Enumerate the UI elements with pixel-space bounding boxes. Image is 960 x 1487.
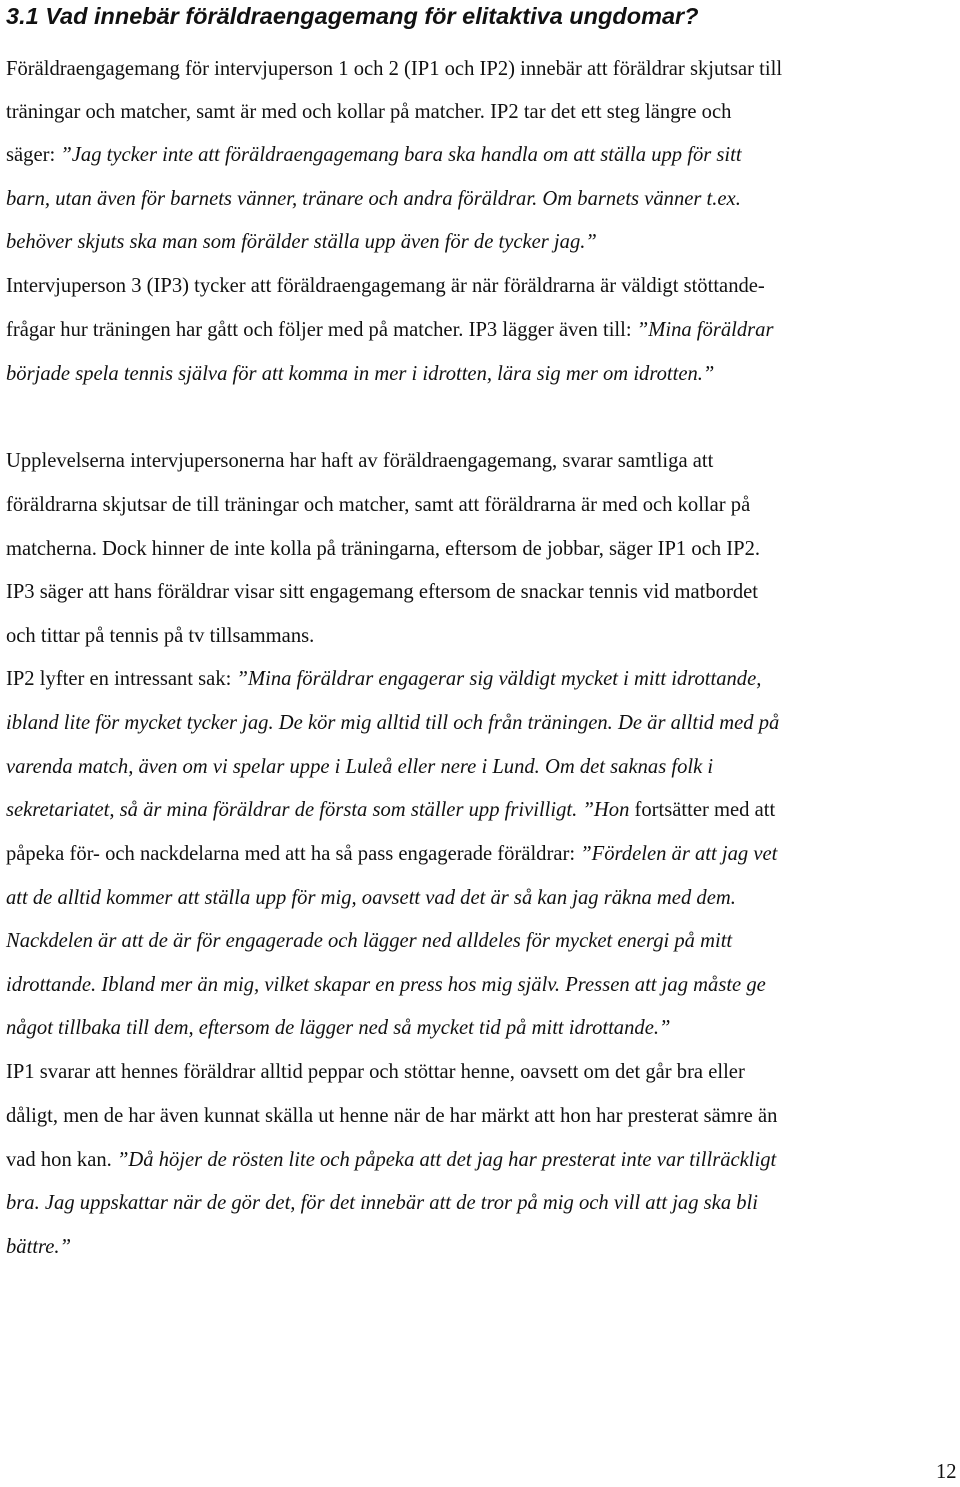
paragraph-line: IP1 svarar att hennes föräldrar alltid peppar och stöttar henne, oavsett om det går bra eller [6,1061,745,1083]
quote-line [6,360,714,388]
paragraph-line [6,840,777,868]
quote-line [6,709,779,737]
quote-text: bra. Jag uppskattar när de gör det, för det innebär att de tror på mig och vill att jag ska bli [6,1192,759,1214]
paragraph-line: matcherna. Dock hinner de inte kolla på träningarna, eftersom de jobbar, säger IP1 och IP2. [6,538,761,560]
quote-line [6,1014,670,1042]
paragraph-line: Upplevelserna intervjupersonerna har haft av föräldraengagemang, svarar samtliga att [6,450,714,472]
quote-text: bättre.” [6,1236,72,1258]
paragraph-line [6,796,775,824]
text-run: fortsätter med att [629,799,776,821]
quote-text: att de alltid kommer att ställa upp för mig, oavsett vad det är så kan jag räkna med dem. [6,887,736,909]
quote-text: ”Fördelen är att jag vet [580,843,778,865]
quote-line [6,971,766,999]
paragraph-line [6,665,761,693]
quote-line [6,1233,71,1261]
text-run: frågar hur träningen har gått och följer med på matcher. IP3 lägger även till: [6,319,637,341]
quote-text: något tillbaka till dem, eftersom de lägger ned så mycket tid på mitt idrottande.” [6,1017,671,1039]
quote-line [6,884,736,912]
quote-text: började spela tennis själva för att komma in mer i idrotten, lära sig mer om idrotten.” [6,363,715,385]
quote-text: sekretariatet, så är mina föräldrar de första som ställer upp frivilligt. ”Hon [6,799,630,821]
quote-text: behöver skjuts ska man som förälder ställa upp även för de tycker jag.” [6,231,597,253]
paragraph-line [6,141,742,169]
text-run: säger: [6,144,61,166]
paragraph-line: Intervjuperson 3 (IP3) tycker att föräldraengagemang är när föräldrarna är väldigt stöttande- [6,275,765,297]
paragraph-line: Föräldraengagemang för intervjuperson 1 och 2 (IP1 och IP2) innebär att föräldrar skjutsar till [6,58,783,80]
section-heading: 3.1 Vad innebär föräldraengagemang för elitaktiva ungdomar? [6,3,699,29]
quote-line [6,185,741,213]
quote-text: ”Mina föräldrar [636,319,774,341]
paragraph-line: träningar och matcher, samt är med och kollar på matcher. IP2 tar det ett steg längre och [6,101,732,123]
paragraph-line: dåligt, men de har även kunnat skälla ut henne när de har märkt att hon har presterat sämre än [6,1105,778,1127]
quote-line [6,228,597,256]
text-run: vad hon kan. [6,1149,117,1171]
quote-text: varenda match, även om vi spelar uppe i Luleå eller nere i Lund. Om det saknas folk i [6,756,714,778]
paragraph-line [6,1146,776,1174]
paragraph-line [6,316,773,344]
quote-line [6,1189,758,1217]
paragraph-line: och tittar på tennis på tv tillsammans. [6,625,315,647]
quote-line [6,927,732,955]
page-number: 12 [936,1461,957,1483]
text-run: påpeka för- och nackdelarna med att ha så pass engagerade föräldrar: [6,843,581,865]
text-run: IP2 lyfter en intressant sak: [6,668,237,690]
quote-text: barn, utan även för barnets vänner, tränare och andra föräldrar. Om barnets vänner t.ex. [6,188,741,210]
quote-text: idrottande. Ibland mer än mig, vilket skapar en press hos mig själv. Pressen att jag måste ge [6,974,766,996]
quote-text: ”Jag tycker inte att föräldraengagemang bara ska handla om att ställa upp för sitt [60,144,742,166]
paragraph-line: föräldrarna skjutsar de till träningar och matcher, samt att föräldrarna är med och kollar på [6,494,751,516]
quote-text: ”Då höjer de rösten lite och påpeka att det jag har presterat inte var tillräckligt [116,1149,777,1171]
quote-text: ”Mina föräldrar engagerar sig väldigt mycket i mitt idrottande, [236,668,762,690]
quote-text: ibland lite för mycket tycker jag. De kör mig alltid till och från träningen. De är alltid med på [6,712,780,734]
paragraph-line: IP3 säger att hans föräldrar visar sitt engagemang eftersom de snackar tennis vid matbordet [6,581,758,603]
quote-text: Nackdelen är att de är för engagerade och lägger ned alldeles för mycket energi på mitt [6,930,733,952]
quote-line [6,753,713,781]
